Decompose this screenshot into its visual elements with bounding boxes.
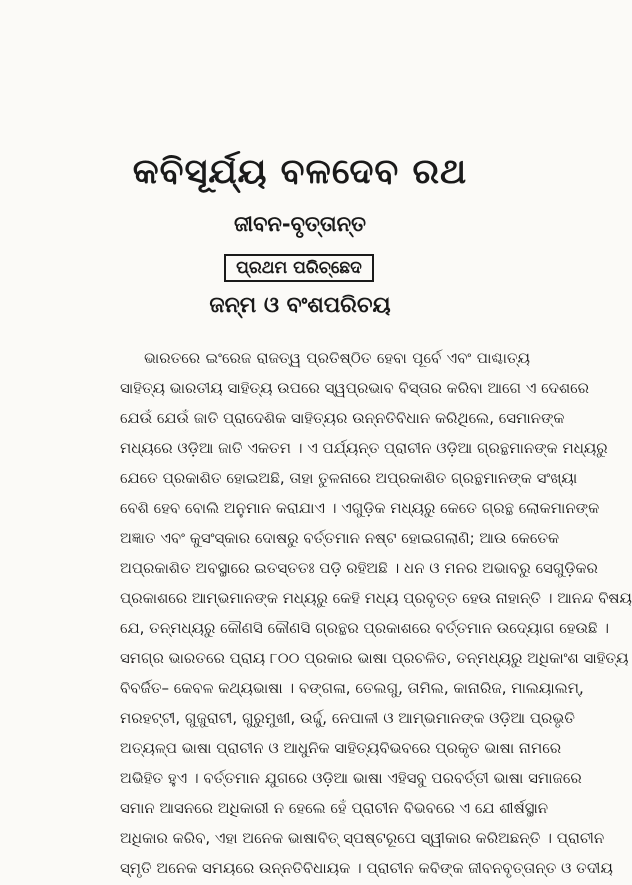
page-title: କବିସୂର୍ଯ୍ୟ ବଳଦେବ ରଥ xyxy=(132,152,468,192)
section-heading: ଜନ୍ମ ଓ ବଂଶପରିଚୟ xyxy=(209,293,391,318)
text-line: ଭାରତରେ ଇଂରେଜ ରାଜତ୍ୱ ପ୍ରତିଷ୍ଠିତ ହେବା ପୂର୍ବେ ଏବଂ ପାଶ୍ଚାତ୍ୟ xyxy=(144,349,530,367)
text-line: ପ୍ରକାଶରେ ଆମ୍ଭମାନଙ୍କ ମଧ୍ୟରୁ କେହି ମଧ୍ୟ ପ୍ରବୃତ୍ତ ହେଉ ନାହାନ୍ତି । ଆନନ୍ଦ ବିଷୟ xyxy=(120,589,632,607)
text-line: ସାହିତ୍ୟ ଭାରତୀୟ ସାହିତ୍ୟ ଉପରେ ସ୍ୱପ୍ରଭାବ ବିସ୍ତାର କରିବା ଆଗେ ଏ ଦେଶରେ xyxy=(120,379,590,397)
text-line: ଯେତେ ପ୍ରକାଶିତ ହୋଇଅଛି, ତାହା ତୁଳନାରେ ଅପ୍ରକାଶିତ ଗ୍ରନ୍ଥମାନଙ୍କ ସଂଖ୍ୟା xyxy=(120,469,578,487)
text-line: ଯେଉଁ ଯେଉଁ ଜାତି ପ୍ରାଦେଶିକ ସାହିତ୍ୟର ଉନ୍ନତିବିଧାନ କରିଥିଲେ, ସେମାନଙ୍କ xyxy=(120,409,565,427)
page-subtitle: ଜୀବନ-ବୃତ୍ତାନ୍ତ xyxy=(233,212,367,236)
text-line: ସମାନ ଆସନରେ ଅଧିକାରୀ ନ ହେଲେ ହେଁ ପ୍ରାଚୀନ ବିଭବରେ ଏ ଯେ ଶୀର୍ଷସ୍ଥାନ xyxy=(120,799,549,817)
text-line: ମରହଟ୍ଟୀ, ଗୁଜୁରାଟୀ, ଗୁରୁମୁଖୀ, ଉର୍ଦ୍ଦୁ, ନେପାଳୀ ଓ ଆମ୍ଭମାନଙ୍କ ଓଡ଼ିଆ ପ୍ରଭୃତି xyxy=(120,709,575,727)
text-line: ଅତ୍ୟଳ୍ପ ଭାଷା ପ୍ରାଚୀନ ଓ ଆଧୁନିକ ସାହିତ୍ୟବିଭବରେ ପ୍ରକୃତ ଭାଷା ନାମରେ xyxy=(120,739,562,757)
body-text xyxy=(120,343,632,883)
text-line: ଅଧିକାର କରିବ, ଏହା ଅନେକ ଭାଷାବିତ୍ ସ୍ପଷ୍ଟରୂପେ ସ୍ୱୀକାର କରିଅଛନ୍ତି । ପ୍ରାଚୀନ xyxy=(120,829,605,847)
text-line: ବେଶି ହେବ ବୋଲି ଅନୁମାନ କରାଯାଏ । ଏଗୁଡ଼ିକ ମଧ୍ୟରୁ କେତେ ଗ୍ରନ୍ଥ ଲୋକମାନଙ୍କ xyxy=(120,499,600,517)
text-line: ମଧ୍ୟରେ ଓଡ଼ିଆ ଜାତି ଏକତମ । ଏ ପର୍ଯ୍ୟନ୍ତ ପ୍ରାଚୀନ ଓଡ଼ିଆ ଗ୍ରନ୍ଥମାନଙ୍କ ମଧ୍ୟରୁ xyxy=(120,439,608,457)
text-line: ଯେ, ତନ୍ମଧ୍ୟରୁ କୌଣସି କୌଣସି ଗ୍ରନ୍ଥର ପ୍ରକାଶରେ ବର୍ତ୍ତମାନ ଉଦ୍ୟୋଗ ହେଉଛି । xyxy=(120,619,609,637)
text-line: ଅଭିହିତ ହୁଏ । ବର୍ତ୍ତମାନ ଯୁଗରେ ଓଡ଼ିଆ ଭାଷା ଏହିସବୁ ପରବର୍ତ୍ତୀ ଭାଷା ସମାଜରେ xyxy=(120,769,582,787)
text-line: ସ୍ମୃତି ଅନେକ ସମୟରେ ଉନ୍ନତିବିଧାୟକ । ପ୍ରାଚୀନ କବିଙ୍କ ଜୀବନବୃତ୍ତାନ୍ତ ଓ ତଦୀୟ xyxy=(120,859,613,877)
text-line: ଅଜ୍ଞାତ ଏବଂ କୁସଂସ୍କାର ଦୋଷରୁ ବର୍ତ୍ତମାନ ନଷ୍ଟ ହୋଇଗଲାଣି; ଆଉ କେତେକ xyxy=(120,529,560,547)
text-line: ବିବର୍ଜିତ– କେବଳ କଥ୍ୟଭାଷା । ବଙ୍ଗଳା, ତେଲଗୁ, ତାମିଲ, କାନାରିଜ, ମାଲୟାଲମ୍, xyxy=(120,679,584,697)
text-line: ସମଗ୍ର ଭାରତରେ ପ୍ରାୟ ୮୦୦ ପ୍ରକାର ଭାଷା ପ୍ରଚଳିତ, ତନ୍ମଧ୍ୟରୁ ଅଧିକାଂଶ ସାହିତ୍ୟ xyxy=(120,649,629,667)
chapter-heading: ପ୍ରଥମ ପରିଚ୍ଛେଦ xyxy=(224,254,374,282)
text-line: ଅପ୍ରକାଶିତ ଅବସ୍ଥାରେ ଇତସ୍ତତଃ ପଡ଼ି ରହିଅଛି । ଧନ ଓ ମନର ଅଭାବରୁ ସେଗୁଡ଼ିକର xyxy=(120,559,598,577)
